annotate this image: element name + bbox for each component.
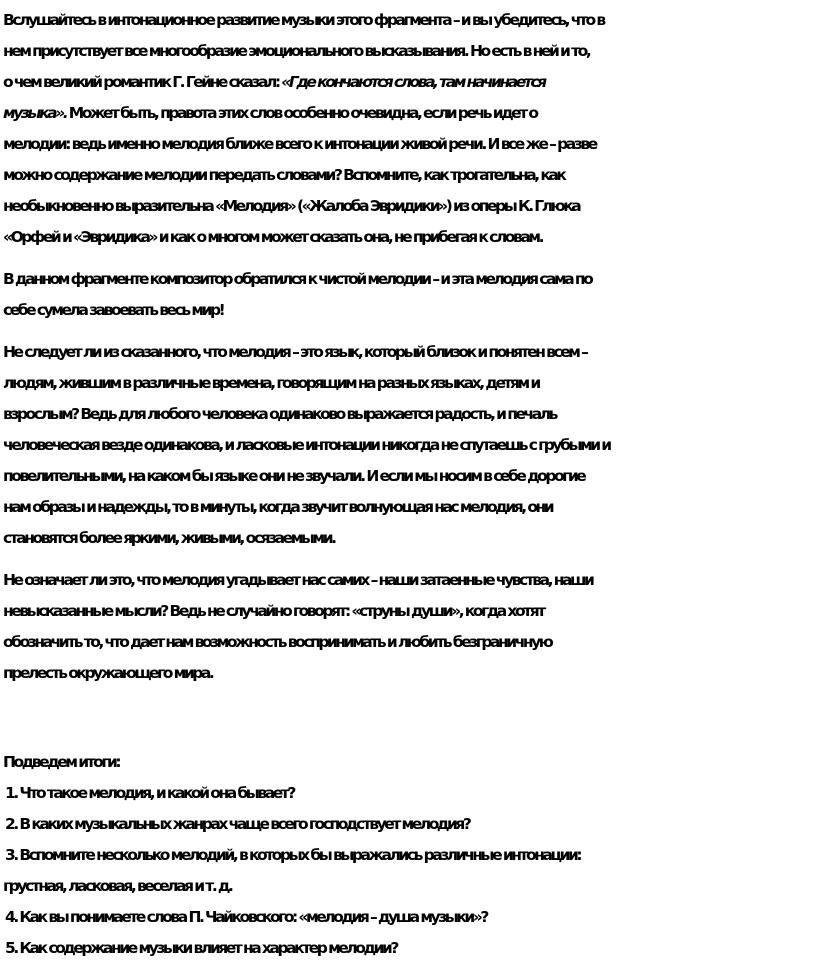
text-line: нам образы и надежды, то в минуты, когда звучит волнующая нас мелодия, они <box>3 498 553 516</box>
summary-question-continued: грустная, ласковая, веселая и т. д. <box>3 877 232 895</box>
text-line: В данном фрагменте композитор обратился к чистой мелодии – и эта мелодия сама по <box>3 270 592 288</box>
text-line: обозначить то, что дает нам возможность воспринимать и любить безграничную <box>3 633 552 651</box>
summary-question: 2. В каких музыкальных жанрах чаще всего господствует мелодия? <box>5 815 470 833</box>
summary-question: 4. Как вы понимаете слова П. Чайковского: «мелодия – душа музыки»? <box>5 908 487 926</box>
summary-question: 1. Что такое мелодия, и какой она бывает? <box>5 784 294 802</box>
text-line: можно содержание мелодии передать словами? Вспомните, как трогательна, как <box>3 166 565 184</box>
text-line: Вслушайтесь в интонационное развитие музыки этого фрагмента – и вы убедитесь, что в <box>3 11 604 29</box>
text-line: прелесть окружающего мира. <box>3 664 213 682</box>
text-line: Не означает ли это, что мелодия угадывает нас самих – наши затаенные чувства, наши <box>3 571 593 589</box>
heine-quote-end: музыка». <box>3 104 67 122</box>
paragraph-language <box>3 337 816 554</box>
text-run: о чем великий романтик Г. Гейне сказал: <box>3 73 282 91</box>
paragraph-fragment <box>3 264 816 326</box>
text-line: нем присутствует все многообразие эмоционального высказывания. Но есть в ней и то, <box>3 42 590 60</box>
summary-question: 3. Вспомните несколько мелодий, в которых бы выражались различные интонации: <box>5 846 581 864</box>
summary-title: Подведем итоги: <box>3 753 120 771</box>
text-line: взрослым? Ведь для любого человека одинаково выражается радость, и печаль <box>3 405 556 423</box>
text-line: человеческая везде одинакова, и ласковые интонации никогда не спутаешь с грубыми и <box>3 436 610 454</box>
text-line: невысказанные мысли? Ведь не случайно говорят: «струны души», когда хотят <box>3 602 544 620</box>
text-line: необыкновенно выразительна «Мелодия» («Жалоба Эвридики») из оперы К. Глюка <box>3 197 580 215</box>
text-line: мелодии: ведь именно мелодия ближе всего к интонации живой речи. И все же – разве <box>3 135 596 153</box>
paragraph-feelings <box>3 565 816 689</box>
text-line: Не следует ли из сказанного, что мелодия – это язык, который близок и понятен всем – <box>3 343 587 361</box>
text-run: Может быть, правота этих слов особенно очевидна, если речь идет о <box>66 104 537 122</box>
text-line: становятся более яркими, живыми, осязаемыми. <box>3 529 335 547</box>
heine-quote: «Где кончаются слова, там начинается <box>281 73 545 91</box>
text-line: людям, жившим в различные времена, говорящим на разных языках, детям и <box>3 374 539 392</box>
text-line: «Орфей и «Эвридика» и как о многом может сказать она, не прибегая к словам. <box>3 228 543 246</box>
text-line <box>3 67 816 98</box>
text-line <box>3 98 816 129</box>
summary-question: 5. Как содержание музыки влияет на характер мелодии? <box>5 939 397 957</box>
paragraph-intro <box>3 5 816 253</box>
text-line: повелительными, на каком бы языке они не звучали. И если мы носим в себе дорогие <box>3 467 585 485</box>
summary-section <box>3 747 816 964</box>
text-line: себе сумела завоевать весь мир! <box>3 301 224 319</box>
